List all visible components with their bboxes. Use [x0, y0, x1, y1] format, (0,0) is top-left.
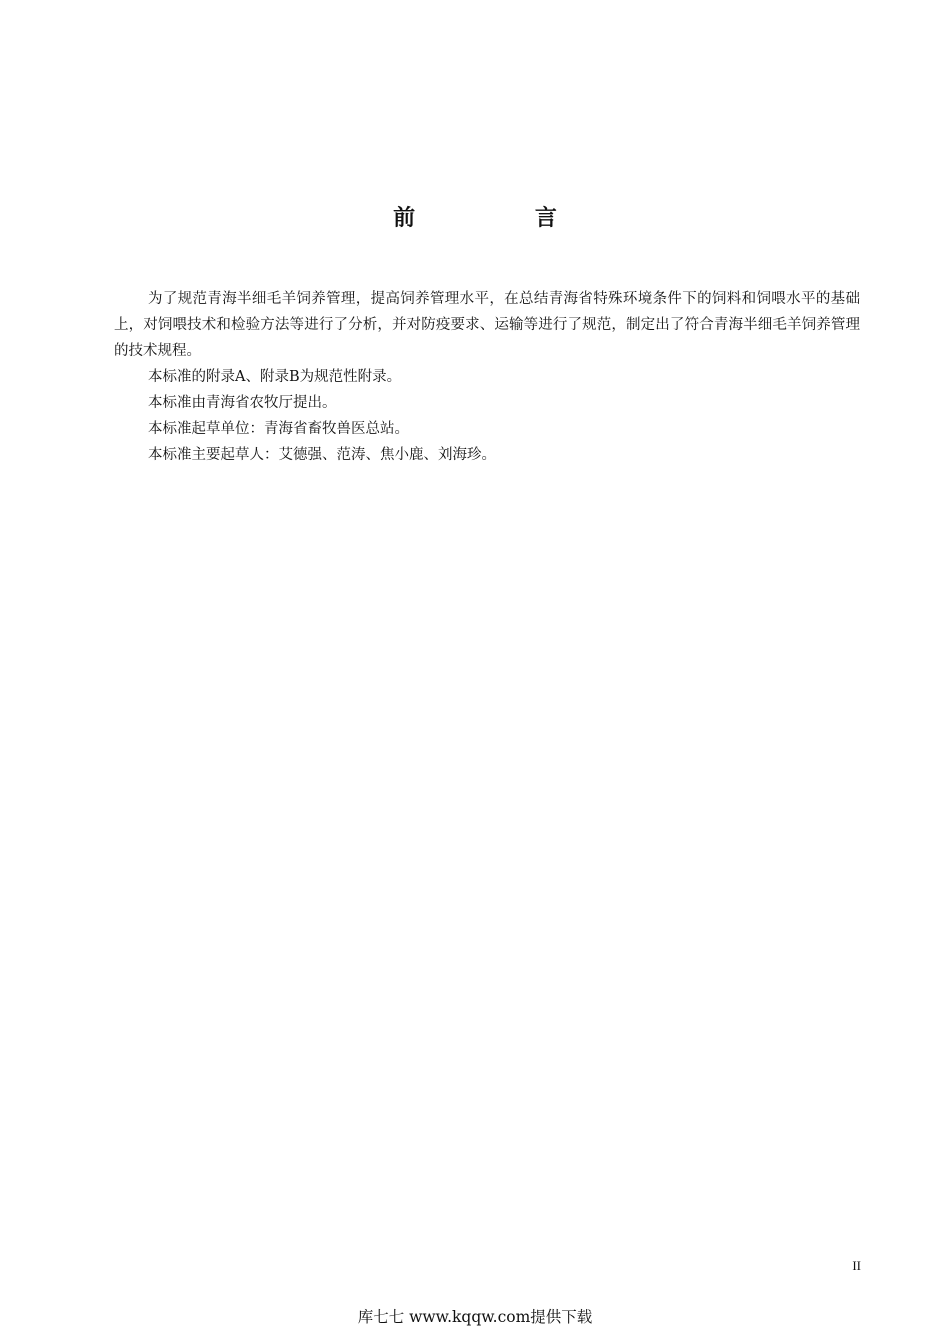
foreword-paragraph-drafters: 本标准主要起草人：艾德强、范涛、焦小鹿、刘海珍。: [148, 447, 496, 463]
foreword-paragraph-drafting-unit: 本标准起草单位：青海省畜牧兽医总站。: [148, 421, 409, 437]
page-number: II: [852, 1258, 861, 1273]
foreword-paragraph-appendix: 本标准的附录A、附录B为规范性附录。: [148, 369, 402, 385]
foreword-body: [114, 286, 860, 468]
page-title: 前 言: [393, 206, 613, 231]
foreword-paragraph-purpose: 为了规范青海半细毛羊饲养管理，提高饲养管理水平，在总结青海省特殊环境条件下的饲料和饲喂水平的基础上，对饲喂技术和检验方法等进行了分析，并对防疫要求、运输等进行了规范，制定出了符合青海半细毛羊饲养管理的技术规程。: [114, 291, 860, 359]
foreword-paragraph-proposer: 本标准由青海省农牧厅提出。: [148, 395, 337, 411]
download-footer: 库七七 www.kqqw.com提供下载: [357, 1308, 593, 1326]
